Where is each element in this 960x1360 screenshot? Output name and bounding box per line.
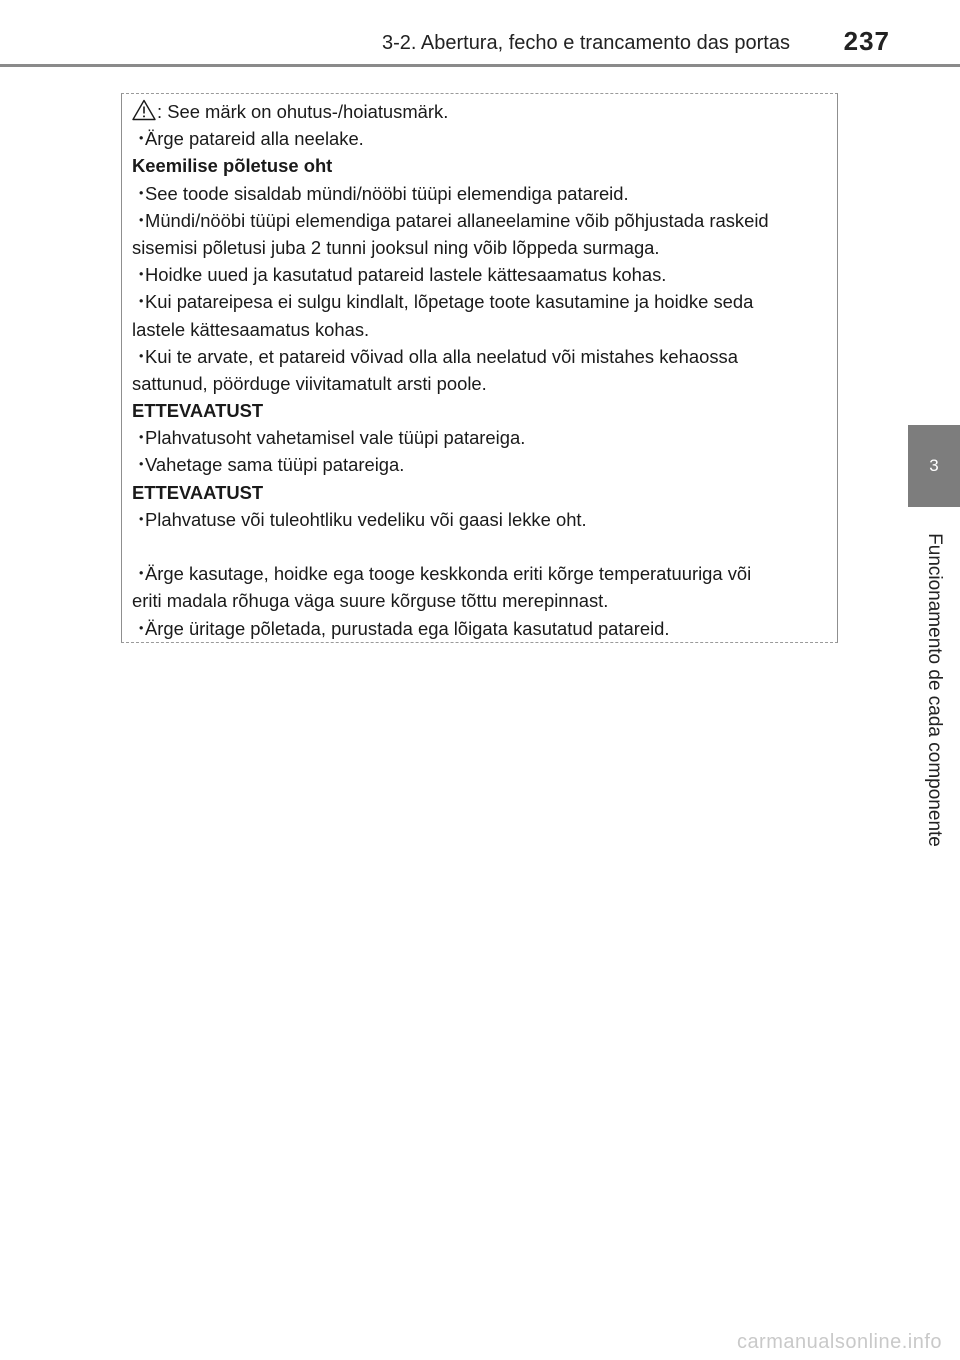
bullet-marker: ・ [132, 209, 151, 231]
notice-continuation-line [132, 587, 827, 614]
notice-line-text: sattunud, pöörduge viivitamatult arsti poole. [132, 372, 487, 394]
warning-triangle-icon [132, 99, 156, 128]
notice-line-text: Keemilise põletuse oht [132, 155, 333, 177]
notice-bullet-item [132, 288, 827, 315]
page-header [0, 0, 960, 70]
watermark: carmanualsonline.info [736, 1331, 942, 1353]
notice-bullet-item [132, 125, 827, 152]
notice-heading [132, 397, 827, 424]
notice-line-text: Kui patareipesa ei sulgu kindlalt, lõpetage toote kasutamine ja hoidke seda [145, 291, 754, 313]
notice-bullet-item [132, 261, 827, 288]
chapter-number: 3 [929, 456, 939, 475]
notice-line-text: Vahetage sama tüüpi patareiga. [145, 454, 405, 476]
notice-line-text: sisemisi põletusi juba 2 tunni jooksul ning võib lõppeda surmaga. [132, 236, 660, 258]
bullet-marker: ・ [132, 264, 151, 286]
notice-line-text: Ärge üritage põletada, purustada ega lõigata kasutatud patareid. [145, 617, 670, 639]
notice-line-text: Ärge kasutage, hoidke ega tooge keskkonda eriti kõrge temperatuuriga või [145, 563, 752, 585]
notice-bullet-item [132, 560, 827, 587]
notice-line-text: Plahvatuse või tuleohtliku vedeliku või gaasi lekke oht. [145, 508, 587, 530]
bullet-marker: ・ [132, 291, 151, 313]
battery-safety-notice [121, 93, 838, 643]
notice-bullet-item [132, 343, 827, 370]
section-title: 3-2. Abertura, fecho e trancamento das portas [381, 32, 790, 54]
notice-content [132, 98, 827, 642]
notice-bullet-item [132, 506, 827, 533]
bullet-marker: ・ [132, 454, 151, 476]
notice-line-text: Hoidke uued ja kasutatud patareid lastele kättesaamatus kohas. [145, 264, 667, 286]
notice-spacer [132, 533, 827, 560]
notice-bullet-item [132, 207, 827, 234]
notice-continuation-line [132, 370, 827, 397]
notice-intro-text: : See märk on ohutus-/hoiatusmärk. [157, 101, 449, 122]
notice-bullet-item [132, 424, 827, 451]
notice-bullet-item [132, 180, 827, 207]
notice-line-text: Plahvatusoht vahetamisel vale tüüpi patareiga. [145, 427, 526, 449]
notice-heading [132, 479, 827, 506]
notice-line-text: Mündi/nööbi tüüpi elemendiga patarei allaneelamine võib põhjustada raskeid [145, 209, 769, 231]
notice-line-text: See toode sisaldab mündi/nööbi tüüpi elemendiga patareid. [145, 182, 629, 204]
notice-line-text: lastele kättesaamatus kohas. [132, 318, 370, 340]
chapter-tab [908, 425, 960, 507]
header-divider [0, 64, 960, 67]
notice-heading [132, 152, 827, 179]
bullet-marker: ・ [132, 617, 151, 639]
notice-line-text: ETTEVAATUST [132, 481, 264, 503]
notice-line-text: ETTEVAATUST [132, 400, 264, 422]
chapter-title: Funcionamento de cada componente [924, 533, 945, 847]
bullet-marker: ・ [132, 427, 151, 449]
notice-continuation-line [132, 316, 827, 343]
notice-line-text: Ärge patareid alla neelake. [145, 128, 364, 150]
bullet-marker: ・ [132, 508, 151, 530]
notice-bullet-item [132, 451, 827, 478]
bullet-marker: ・ [132, 182, 151, 204]
notice-line-text: eriti madala rõhuga väga suure kõrguse tõttu merepinnast. [132, 590, 609, 612]
bullet-marker: ・ [132, 563, 151, 585]
bullet-marker: ・ [132, 345, 151, 367]
bullet-marker: ・ [132, 128, 151, 150]
notice-continuation-line [132, 234, 827, 261]
page-number: 237 [843, 26, 890, 56]
notice-line-text: Kui te arvate, et patareid võivad olla alla neelatud või mistahes kehaossa [145, 345, 738, 367]
notice-bullet-item [132, 615, 827, 642]
notice-intro [132, 98, 827, 125]
